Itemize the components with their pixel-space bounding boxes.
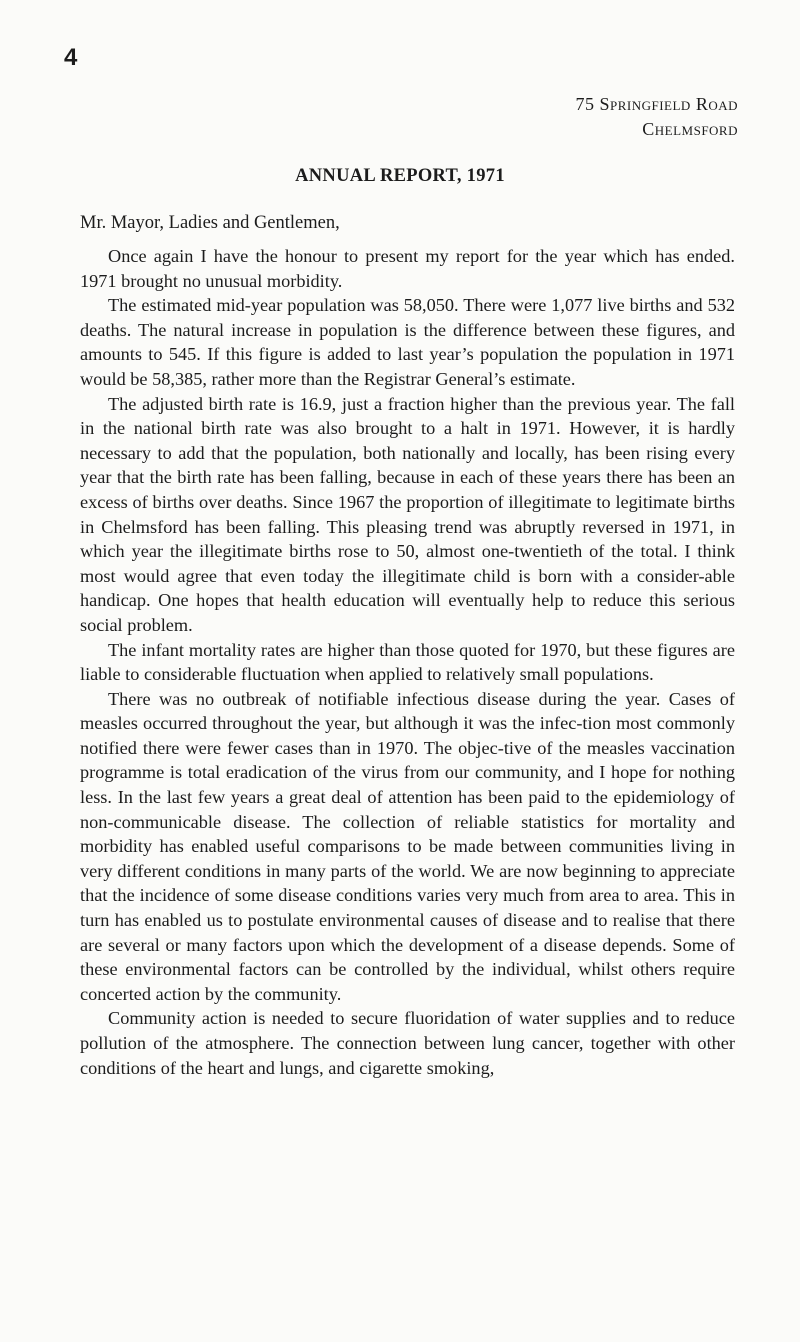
paragraph-infectious-disease: There was no outbreak of notifiable infectious disease during the year. Cases of measles occurred throughout the year, but although it was the infec-tion most commonly notified there were fewer cases than in 1970. The objec-tive of the measles vaccination programme is total eradication of the virus from our community, and I hope for nothing less. In the last few years a great deal of attention has been paid to the epidemiology of non-communicable disease. The collection of reliable statistics for mortality and morbidity has enabled useful comparisons to be made between communities living in very different conditions in many parts of the world. We are now beginning to appreciate that the incidence of some disease conditions varies very much from area to area. This in turn has enabled us to postulate environmental causes of disease and to realise that there are several or many factors upon which the development of a disease depends. Some of these environmental factors can be controlled by the individual, whilst others require concerted action by the community.	[80, 688, 735, 1004]
paragraph-intro: Once again I have the honour to present my report for the year which has ended. 1971 brought no unusual morbidity.	[80, 246, 735, 291]
report-body	[80, 244, 735, 1080]
address-line-town: Chelmsford	[642, 119, 738, 139]
paragraph-infant-mortality: The infant mortality rates are higher than those quoted for 1970, but these figures are liable to considerable fluctuation when applied to relatively small populations.	[80, 639, 735, 685]
address-line-street: 75 Springfield Road	[575, 94, 738, 114]
paragraph-community-action: Community action is needed to secure fluoridation of water supplies and to reduce pollution of the atmosphere. The connection between lung cancer, together with other conditions of the heart and lungs, and cigarette smoking,	[80, 1008, 735, 1078]
salutation: Mr. Mayor, Ladies and Gentlemen,	[80, 213, 340, 233]
page-number: 4	[64, 44, 78, 71]
paragraph-birth-rate: The adjusted birth rate is 16.9, just a fraction higher than the previous year. The fall in the national birth rate was also brought to a halt in 1971. However, it is hardly necessary to add that the population, both nationally and locally, has been rising every year that the birth rate has been falling, because in each of these years there has been an excess of births over deaths. Since 1967 the proportion of illegitimate to legitimate births in Chelmsford has been falling. This pleasing trend was abruptly reversed in 1971, in which year the illegitimate births rose to 50, almost one-twentieth of the total. I think most would agree that even today the illegitimate child is born with a consider-able handicap. One hopes that health education will eventually help to reduce this serious social problem.	[80, 393, 735, 635]
paragraph-population: The estimated mid-year population was 58,050. There were 1,077 live births and 532 deaths. The natural increase in population is the difference between these figures, and amounts to 545. If this figure is added to last year’s population the population in 1971 would be 58,385, rather more than the Registrar General’s estimate.	[80, 295, 735, 389]
report-title: ANNUAL REPORT, 1971	[295, 166, 505, 186]
address-block	[575, 92, 738, 142]
